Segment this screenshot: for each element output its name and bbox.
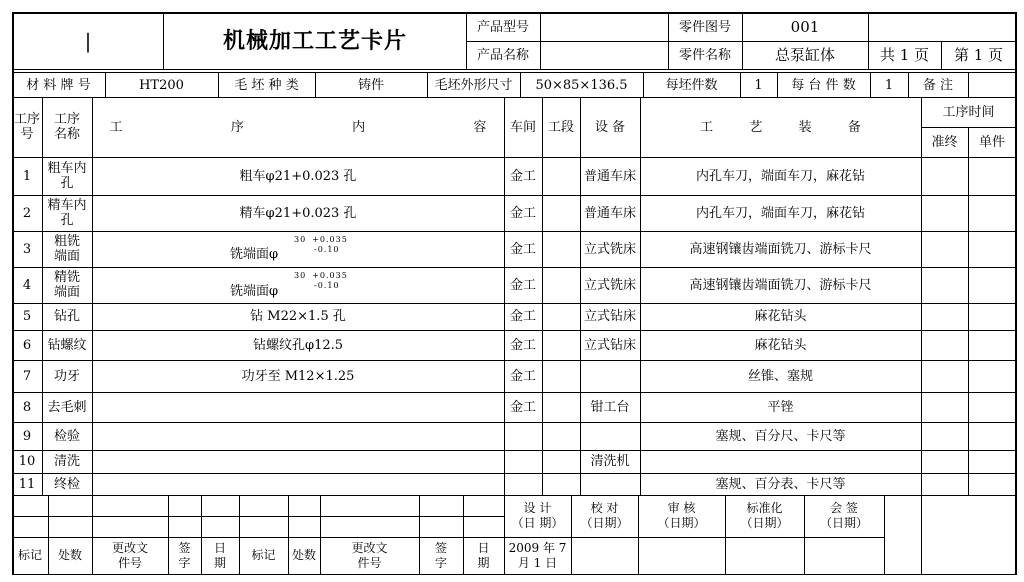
row-1-seq: 1 — [22, 168, 32, 184]
review-label: 审 核 （日期） — [657, 501, 706, 530]
appr-v-1 — [571, 495, 572, 575]
row-2-seq: 2 — [22, 205, 32, 221]
approval-date: 2009 年 7 月 1 日 — [508, 540, 567, 570]
bot-v-7 — [320, 495, 321, 575]
appr-v-5 — [884, 495, 885, 575]
row-3-tooling: 高速钢镶齿端面铣刀、游标卡尺 — [689, 241, 872, 257]
row-5-name: 钻孔 — [53, 309, 80, 324]
row-11-seq: 11 — [18, 476, 36, 492]
row-3-tol-lower: -0.10 — [314, 245, 340, 254]
row-7-seq: 7 — [22, 368, 32, 384]
mat-v2 — [218, 72, 219, 97]
bot-v-9 — [463, 495, 464, 575]
row-7-name: 功牙 — [53, 368, 80, 384]
row-1-tooling: 内孔车刀，端面车刀，麻花钻 — [695, 168, 865, 184]
col-unit: 单件 — [978, 134, 1005, 150]
rev-date-label-2: 日 期 — [477, 540, 490, 570]
row-3-seq: 3 — [22, 241, 32, 257]
row-2-workshop: 金工 — [509, 205, 536, 221]
row-3-equipment: 立式铣床 — [583, 241, 636, 257]
row-9-tooling: 塞规、百分尺、卡尺等 — [715, 428, 846, 444]
row-4-seq: 4 — [22, 277, 32, 293]
product-model-label: 产品型号 — [476, 19, 529, 35]
product-model-value — [540, 13, 668, 41]
row-3-workshop: 金工 — [509, 241, 536, 257]
appr-v-2 — [638, 495, 639, 575]
countersign-label: 会 签 （日期） — [819, 501, 868, 530]
row-4-workshop: 金工 — [509, 277, 536, 293]
col-time: 工序时间 — [942, 104, 995, 120]
per-unit-label: 每 台 件 数 — [791, 77, 856, 93]
mat-v9 — [870, 72, 871, 97]
mat-v11 — [968, 72, 969, 97]
bot-v-6 — [288, 495, 289, 575]
total-pages: 共 1 页 — [879, 45, 930, 64]
row-8-name: 去毛刺 — [47, 399, 87, 415]
row-4-tolerance — [294, 271, 348, 291]
row-2-tooling: 内孔车刀，端面车刀，麻花钻 — [695, 205, 865, 221]
appr-v-6 — [921, 495, 922, 575]
row-sep-3 — [12, 267, 1017, 268]
row-10-name: 清洗 — [53, 454, 80, 469]
part-no-value: 001 — [790, 17, 820, 36]
row-11-tooling: 塞规、百分表、卡尺等 — [715, 476, 846, 492]
row-sep-11 — [12, 495, 1017, 496]
per-unit-value: 1 — [884, 77, 894, 93]
mat-h-bottom — [12, 97, 1017, 98]
rev-count-label-1: 处数 — [57, 548, 82, 562]
row-7-workshop: 金工 — [509, 368, 536, 384]
bot-h-left-1 — [12, 516, 504, 517]
col-seq: 工序 号 — [13, 112, 40, 142]
rev-count-label-2: 处数 — [291, 548, 316, 562]
tbl-v-content — [504, 97, 505, 574]
row-sep-header — [12, 157, 1017, 158]
part-name-value: 总泵缸体 — [774, 45, 835, 64]
blank-size-value: 50×85×136.5 — [535, 77, 628, 93]
row-2-name: 精车内 孔 — [47, 198, 87, 228]
mat-v4 — [427, 72, 428, 97]
blank-size-label: 毛坯外形尺寸 — [434, 77, 513, 93]
bot-v-8 — [419, 495, 420, 575]
mat-v1 — [105, 72, 106, 97]
row-10-seq: 10 — [18, 454, 36, 469]
mat-v3 — [315, 72, 316, 97]
row-4-equipment: 立式铣床 — [583, 277, 636, 293]
row-6-equipment: 立式钻床 — [583, 337, 636, 353]
bot-v-5 — [239, 495, 240, 575]
row-4-tol-upper: 30 +0.035 — [294, 271, 348, 280]
col-prep: 准终 — [931, 134, 958, 150]
row-3-tol-upper: 30 +0.035 — [294, 235, 348, 244]
hdr-v7 — [941, 41, 942, 70]
bot-v-4 — [201, 495, 202, 575]
tbl-v-prep — [968, 127, 969, 495]
row-8-tooling: 平锉 — [767, 399, 794, 415]
product-name-label: 产品名称 — [476, 47, 529, 63]
page-number: 第 1 页 — [953, 45, 1004, 64]
rev-doc-label-1: 更改文 件号 — [111, 540, 148, 570]
mat-v5 — [520, 72, 521, 97]
row-6-name: 钻螺纹 — [47, 337, 87, 353]
col-equipment: 设 备 — [594, 119, 626, 135]
bot-v-3 — [168, 495, 169, 575]
page-title: 机械加工工艺卡片 — [222, 27, 407, 54]
row-6-content: 钻螺纹孔φ12.5 — [252, 337, 344, 353]
border-bottom — [12, 574, 1017, 575]
col-workshop: 车间 — [509, 119, 536, 135]
row-sep-5 — [12, 330, 1017, 331]
remark-value — [968, 73, 1016, 97]
hdr-h-mid — [466, 41, 1017, 42]
row-7-tooling: 丝锥、塞规 — [747, 368, 813, 384]
row-sep-8 — [12, 422, 1017, 423]
appr-v-3 — [725, 495, 726, 575]
standard-label: 标准化 （日期） — [740, 501, 789, 530]
header-mark: | — [84, 28, 92, 53]
row-10-equipment: 清洗机 — [590, 454, 630, 469]
row-5-workshop: 金工 — [509, 309, 536, 324]
blank-type-label: 毛 坯 种 类 — [234, 77, 299, 93]
row-6-seq: 6 — [22, 337, 32, 353]
rev-mark-label-1: 标记 — [17, 548, 42, 562]
material-grade-label: 材 料 牌 号 — [26, 77, 91, 93]
col-section: 工段 — [547, 119, 574, 135]
hdr-h-bottom — [12, 69, 1017, 70]
row-1-content: 粗车φ21+0.023 孔 — [239, 168, 357, 184]
per-blank-label: 每坯件数 — [665, 77, 718, 93]
hdr-h-double — [12, 72, 1017, 73]
row-9-seq: 9 — [22, 428, 32, 444]
part-no-label: 零件图号 — [678, 19, 731, 35]
rev-doc-label-2: 更改文 件号 — [351, 540, 388, 570]
row-6-workshop: 金工 — [509, 337, 536, 353]
row-8-workshop: 金工 — [509, 399, 536, 415]
remark-label: 备 注 — [922, 77, 954, 93]
row-3-content: 铣端面φ — [230, 246, 279, 262]
row-7-content: 功牙至 M12×1.25 — [241, 368, 355, 384]
row-4-tooling: 高速钢镶齿端面铣刀、游标卡尺 — [689, 277, 872, 293]
col-tooling: 工 艺 装 备 — [700, 119, 861, 135]
row-sep-10 — [12, 473, 1017, 474]
check-label: 校 对 （日期） — [580, 501, 629, 530]
mat-v7 — [740, 72, 741, 97]
row-8-seq: 8 — [22, 399, 32, 415]
row-5-content: 钻 M22×1.5 孔 — [250, 309, 346, 324]
row-6-tooling: 麻花钻头 — [754, 337, 807, 353]
design-label: 设 计 （日 期） — [511, 501, 564, 530]
mat-v6 — [643, 72, 644, 97]
row-4-name: 精铣 端面 — [53, 270, 80, 300]
material-grade-value: HT200 — [139, 77, 184, 93]
rev-date-label-1: 日 期 — [213, 540, 226, 570]
bot-h-mid — [12, 537, 884, 538]
row-9-name: 检验 — [53, 428, 80, 444]
per-blank-value: 1 — [754, 77, 763, 93]
row-sep-9 — [12, 450, 1017, 451]
row-sep-7 — [12, 392, 1017, 393]
part-name-label: 零件名称 — [678, 47, 731, 63]
rev-mark-label-2: 标记 — [251, 548, 276, 562]
blank-type-value: 铸件 — [357, 77, 384, 93]
rev-sign-label-1: 签 字 — [178, 540, 191, 570]
row-1-equipment: 普通车床 — [583, 168, 636, 184]
row-sep-4 — [12, 303, 1017, 304]
row-3-tolerance — [294, 235, 348, 255]
mat-v10 — [908, 72, 909, 97]
bot-v-1 — [48, 495, 49, 575]
row-1-name: 粗车内 孔 — [47, 161, 87, 191]
col-content: 工 序 内 容 — [109, 119, 487, 135]
row-5-equipment: 立式钻床 — [583, 309, 636, 324]
row-3-name: 粗铣 端面 — [53, 234, 80, 264]
row-2-equipment: 普通车床 — [583, 205, 636, 221]
mat-v8 — [777, 72, 778, 97]
row-2-content: 精车φ21+0.023 孔 — [239, 205, 357, 221]
row-4-tol-lower: -0.10 — [314, 281, 340, 290]
col-name: 工序 名称 — [53, 112, 80, 142]
row-1-workshop: 金工 — [509, 168, 536, 184]
row-sep-1 — [12, 195, 1017, 196]
product-name-value — [540, 41, 668, 69]
row-5-tooling: 麻花钻头 — [754, 309, 807, 324]
rev-sign-label-2: 签 字 — [434, 540, 447, 570]
bot-v-2 — [92, 495, 93, 575]
row-4-content: 铣端面φ — [230, 283, 279, 299]
hdr-v1 — [163, 12, 164, 70]
appr-v-4 — [804, 495, 805, 575]
row-5-seq: 5 — [22, 309, 32, 324]
row-sep-6 — [12, 360, 1017, 361]
row-11-name: 终检 — [53, 476, 80, 492]
row-sep-2 — [12, 231, 1017, 232]
tbl-h-time — [921, 127, 1017, 128]
row-8-equipment: 钳工台 — [590, 399, 630, 415]
